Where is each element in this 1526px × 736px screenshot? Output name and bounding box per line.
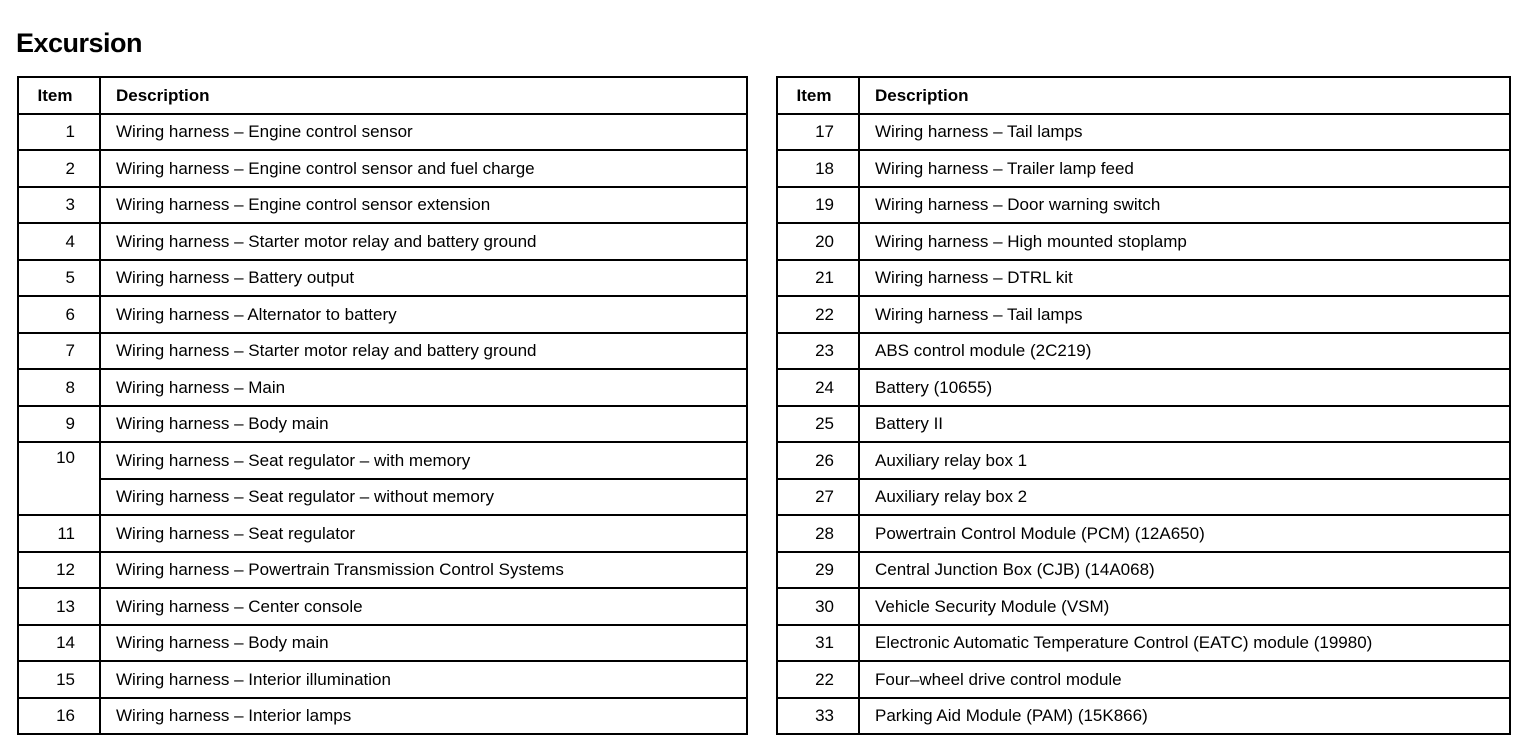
item-description: Electronic Automatic Temperature Control (EATC) module (19980)	[859, 625, 1510, 662]
item-number: 24	[777, 369, 859, 406]
table-row	[777, 515, 1510, 552]
left-legend-table	[17, 76, 748, 735]
item-number: 17	[777, 114, 859, 151]
item-description: Wiring harness – Powertrain Transmission Control Systems	[100, 552, 747, 589]
item-column-header: Item	[777, 77, 859, 114]
item-number: 30	[777, 588, 859, 625]
item-number: 15	[18, 661, 100, 698]
item-description: Four–wheel drive control module	[859, 661, 1510, 698]
item-description: Wiring harness – High mounted stoplamp	[859, 223, 1510, 260]
table-header-row	[18, 77, 747, 114]
item-description: Auxiliary relay box 1	[859, 442, 1510, 479]
item-description: Wiring harness – Starter motor relay and battery ground	[100, 333, 747, 370]
item-description: Battery II	[859, 406, 1510, 443]
table-row	[18, 114, 747, 151]
table-row	[777, 369, 1510, 406]
item-number: 29	[777, 552, 859, 589]
table-row	[777, 150, 1510, 187]
left-table-body	[18, 114, 747, 735]
item-description: Wiring harness – Center console	[100, 588, 747, 625]
description-column-header: Description	[859, 77, 1510, 114]
item-number: 33	[777, 698, 859, 735]
table-row	[777, 625, 1510, 662]
item-number: 6	[18, 296, 100, 333]
table-row	[777, 479, 1510, 516]
table-row	[777, 406, 1510, 443]
item-description: Wiring harness – Body main	[100, 625, 747, 662]
item-description: Powertrain Control Module (PCM) (12A650)	[859, 515, 1510, 552]
item-number: 1	[18, 114, 100, 151]
table-row	[18, 442, 747, 479]
table-row	[777, 698, 1510, 735]
table-row	[18, 406, 747, 443]
item-number: 26	[777, 442, 859, 479]
item-number: 20	[777, 223, 859, 260]
item-number: 12	[18, 552, 100, 589]
table-row	[777, 296, 1510, 333]
item-description: Wiring harness – Seat regulator – without memory	[100, 479, 747, 516]
table-row	[18, 588, 747, 625]
item-number: 16	[18, 698, 100, 735]
item-number: 2	[18, 150, 100, 187]
item-number: 18	[777, 150, 859, 187]
table-header-row	[777, 77, 1510, 114]
table-row	[18, 369, 747, 406]
item-description: Wiring harness – Tail lamps	[859, 114, 1510, 151]
item-description: Central Junction Box (CJB) (14A068)	[859, 552, 1510, 589]
item-description: Wiring harness – Battery output	[100, 260, 747, 297]
item-number: 23	[777, 333, 859, 370]
item-number: 25	[777, 406, 859, 443]
item-description: Wiring harness – DTRL kit	[859, 260, 1510, 297]
item-description: Wiring harness – Engine control sensor extension	[100, 187, 747, 224]
table-row	[18, 187, 747, 224]
item-number: 31	[777, 625, 859, 662]
item-description: Wiring harness – Body main	[100, 406, 747, 443]
item-number: 7	[18, 333, 100, 370]
table-row	[18, 223, 747, 260]
item-description: Vehicle Security Module (VSM)	[859, 588, 1510, 625]
item-description: Auxiliary relay box 2	[859, 479, 1510, 516]
item-description: Wiring harness – Engine control sensor and fuel charge	[100, 150, 747, 187]
table-row	[18, 698, 747, 735]
table-row	[18, 661, 747, 698]
item-description: Wiring harness – Tail lamps	[859, 296, 1510, 333]
item-description: Wiring harness – Seat regulator	[100, 515, 747, 552]
item-number: 11	[18, 515, 100, 552]
item-number: 14	[18, 625, 100, 662]
item-description: Wiring harness – Starter motor relay and battery ground	[100, 223, 747, 260]
table-row	[777, 661, 1510, 698]
item-number: 10	[18, 442, 100, 515]
item-number: 5	[18, 260, 100, 297]
item-number: 21	[777, 260, 859, 297]
item-number: 8	[18, 369, 100, 406]
item-number: 9	[18, 406, 100, 443]
item-description: Wiring harness – Interior illumination	[100, 661, 747, 698]
table-row	[777, 552, 1510, 589]
item-number: 13	[18, 588, 100, 625]
item-description: Wiring harness – Engine control sensor	[100, 114, 747, 151]
item-column-header: Item	[18, 77, 100, 114]
item-description: ABS control module (2C219)	[859, 333, 1510, 370]
right-table-body	[777, 114, 1510, 735]
table-row	[18, 260, 747, 297]
table-row	[18, 333, 747, 370]
description-column-header: Description	[100, 77, 747, 114]
item-number: 28	[777, 515, 859, 552]
page-title: Excursion	[16, 28, 143, 58]
table-row	[777, 442, 1510, 479]
item-number: 22	[777, 661, 859, 698]
table-row	[777, 114, 1510, 151]
table-row	[777, 223, 1510, 260]
table-row	[18, 625, 747, 662]
table-row	[18, 515, 747, 552]
item-description: Parking Aid Module (PAM) (15K866)	[859, 698, 1510, 735]
item-description: Wiring harness – Trailer lamp feed	[859, 150, 1510, 187]
item-description: Battery (10655)	[859, 369, 1510, 406]
item-number: 27	[777, 479, 859, 516]
item-number: 19	[777, 187, 859, 224]
item-number: 3	[18, 187, 100, 224]
table-row	[18, 552, 747, 589]
item-description: Wiring harness – Door warning switch	[859, 187, 1510, 224]
table-row	[18, 150, 747, 187]
table-row	[777, 333, 1510, 370]
item-number: 22	[777, 296, 859, 333]
item-description: Wiring harness – Seat regulator – with memory	[100, 442, 747, 479]
table-row	[18, 479, 747, 516]
item-number: 4	[18, 223, 100, 260]
right-legend-table	[776, 76, 1511, 735]
item-description: Wiring harness – Interior lamps	[100, 698, 747, 735]
table-row	[777, 260, 1510, 297]
table-row	[777, 588, 1510, 625]
table-row	[18, 296, 747, 333]
table-row	[777, 187, 1510, 224]
item-description: Wiring harness – Main	[100, 369, 747, 406]
item-description: Wiring harness – Alternator to battery	[100, 296, 747, 333]
